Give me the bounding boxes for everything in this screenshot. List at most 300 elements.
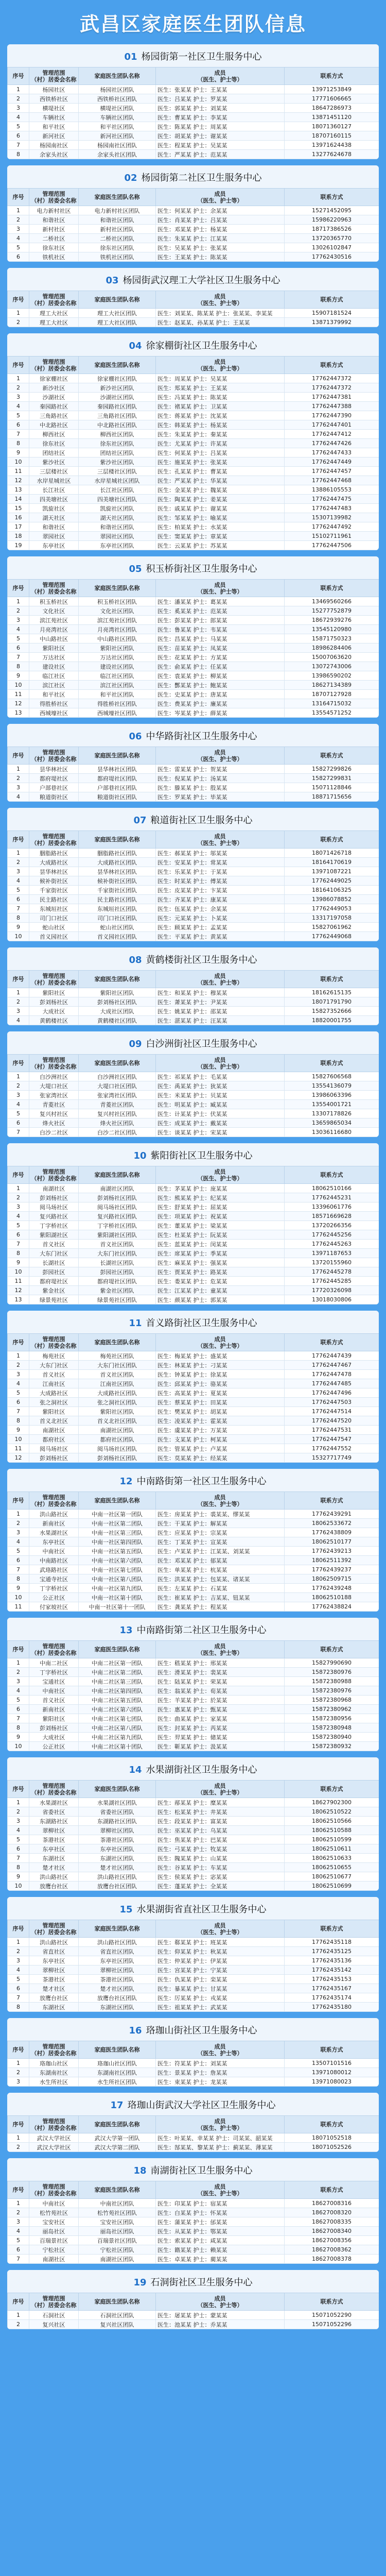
cell-members: 医生：花某某 护士：方某某	[156, 653, 285, 662]
cell-team: 楚才社区团队	[79, 1984, 156, 1993]
header-row	[8, 67, 379, 85]
cell-phone: 15071052290	[285, 2311, 379, 2320]
cell-phone: 17762449025	[285, 876, 379, 886]
section-number: 02	[124, 173, 137, 183]
cell-team: 青菱社区团队	[79, 1100, 156, 1109]
table-row	[8, 1128, 379, 1137]
table-row	[8, 215, 379, 225]
cell-phone: 13986063396	[285, 1091, 379, 1100]
cell-phone: 18062533672	[285, 1519, 379, 1528]
table-row	[8, 1854, 379, 1863]
cell-index: 6	[8, 1118, 29, 1128]
cell-team: 紫阳社区团队	[79, 643, 156, 653]
cell-area: 复兴路社区	[29, 1212, 79, 1221]
cell-index: 3	[8, 2077, 29, 2087]
cell-members: 医生：计某某 护士：伏某某	[156, 1109, 285, 1118]
cell-area: 复兴村社区	[29, 1109, 79, 1118]
cell-index: 8	[8, 1416, 29, 1426]
cell-area: 和谐社区	[29, 215, 79, 225]
cell-team: 户部巷社区团队	[79, 783, 156, 792]
cell-team: 翠园社区团队	[79, 532, 156, 541]
cell-team: 昙华林社区团队	[79, 867, 156, 876]
cell-team: 东亭社区团队	[79, 1844, 156, 1854]
header-members: 成员 （医生、护士等）	[156, 1055, 285, 1072]
team-table	[7, 1920, 379, 2012]
cell-index: 8	[8, 1863, 29, 1872]
table-row	[8, 1826, 379, 1835]
cell-team: 滨江苑社区团队	[79, 616, 156, 625]
cell-phone: 18062510655	[285, 1863, 379, 1872]
cell-team: 复兴社区团队	[79, 2320, 156, 2329]
cell-phone: 17762447492	[285, 522, 379, 532]
cell-index: 10	[8, 1435, 29, 1444]
section-name: 水果湖街社区卫生服务中心	[146, 1765, 257, 1775]
cell-members: 医生：胡某某 护士：谢某某	[156, 131, 285, 141]
cell-area: 公正社区	[29, 1742, 79, 1751]
table-row	[8, 1510, 379, 1519]
cell-team: 丁字桥社区团队	[79, 1221, 156, 1230]
cell-index: 18	[8, 532, 29, 541]
cell-members: 医生：平某某 护士：黄某某	[156, 932, 285, 941]
cell-index: 2	[8, 1081, 29, 1091]
cell-index: 4	[8, 876, 29, 886]
cell-index: 1	[8, 1351, 29, 1361]
cell-members: 医生：张某某 护士：王某某	[156, 85, 285, 94]
cell-team: 胭脂路社区团队	[79, 849, 156, 858]
cell-index: 19	[8, 541, 29, 550]
cell-team: 彭刘杨社区团队	[79, 1453, 156, 1463]
cell-members: 医生：封某某 护士：芮某某	[156, 1723, 285, 1733]
cell-members: 医生：侯某某 护士：宓某某	[156, 1872, 285, 1882]
cell-phone: 13469560266	[285, 597, 379, 606]
table-row	[8, 1574, 379, 1584]
table-body	[8, 1938, 379, 2012]
header-area: 管理范围 （村）居委会名称	[29, 1492, 79, 1510]
team-table	[7, 2115, 379, 2152]
cell-index: 5	[8, 243, 29, 252]
cell-index: 4	[8, 402, 29, 411]
cell-team: 首义社区团队	[79, 1240, 156, 1249]
cell-team: 紫阳湖社区团队	[79, 1230, 156, 1240]
cell-index: 13	[8, 708, 29, 718]
cell-team: 和谐社区团队	[79, 522, 156, 532]
cell-index: 2	[8, 997, 29, 1007]
cell-phone: 15872380968	[285, 1696, 379, 1705]
cell-members: 医生：应某某 护士：宗某某	[156, 1528, 285, 1537]
cell-index: 1	[8, 1510, 29, 1519]
table-body	[8, 85, 379, 159]
table-row	[8, 2003, 379, 2012]
cell-phone: 17762439213	[285, 1547, 379, 1556]
cell-phone: 13971080023	[285, 2077, 379, 2087]
table-row	[8, 867, 379, 876]
cell-index: 5	[8, 411, 29, 420]
table-row	[8, 988, 379, 997]
cell-members: 医生：娄某某 护士：危某某	[156, 1277, 285, 1286]
cell-area: 得胜桥社区	[29, 699, 79, 708]
cell-index: 5	[8, 634, 29, 643]
table-row	[8, 1956, 379, 1965]
cell-index: 8	[8, 913, 29, 923]
cell-members: 医生：肖某某 护士：吕某某	[156, 215, 285, 225]
header-members: 成员 （医生、护士等）	[156, 291, 285, 309]
cell-phone: 18062509715	[285, 1574, 379, 1584]
cell-area: 洪山路社区	[29, 1872, 79, 1882]
cell-area: 翠柳社区	[29, 1965, 79, 1975]
cell-index: 6	[8, 895, 29, 904]
cell-phone: 17762447426	[285, 439, 379, 448]
cell-index: 3	[8, 1817, 29, 1826]
cell-team: 临江社区团队	[79, 671, 156, 681]
table-row	[8, 616, 379, 625]
cell-area: 临江社区	[29, 671, 79, 681]
cell-team: 和平社区团队	[79, 690, 156, 699]
cell-index: 5	[8, 1109, 29, 1118]
cell-phone: 17762447457	[285, 467, 379, 476]
cell-area: 紫阳湖社区	[29, 1230, 79, 1240]
cell-team: 徐东社区团队	[79, 439, 156, 448]
cell-index: 11	[8, 1277, 29, 1286]
table-body	[8, 1510, 379, 1612]
cell-index: 1	[8, 849, 29, 858]
cell-phone: 15271452095	[285, 206, 379, 215]
table-row	[8, 876, 379, 886]
table-row	[8, 1221, 379, 1230]
cell-members: 医生：窦某某 护士：章某某	[156, 532, 285, 541]
team-table	[7, 1333, 379, 1463]
cell-area: 新沙社区	[29, 383, 79, 393]
cell-members: 医生：干某某 护士：解某某	[156, 1519, 285, 1528]
section-name: 珞珈山街武汉大学社区卫生服务中心	[127, 2100, 276, 2111]
table-row	[8, 1686, 379, 1696]
cell-team: 中南一社区第二团队	[79, 1519, 156, 1528]
cell-index: 3	[8, 616, 29, 625]
cell-index: 2	[8, 2320, 29, 2329]
header-area: 管理范围 （村）居委会名称	[29, 2293, 79, 2311]
team-table	[7, 2041, 379, 2087]
header-row	[8, 189, 379, 206]
table-row	[8, 1379, 379, 1388]
table-row	[8, 1118, 379, 1128]
team-table	[7, 2181, 379, 2264]
cell-area: 宝通社区	[29, 1677, 79, 1686]
cell-members: 医生：高某某 护士：夏某某	[156, 1388, 285, 1398]
cell-team: 东城垣社区团队	[79, 904, 156, 913]
section-number: 16	[129, 2025, 142, 2036]
header-phone: 联系方式	[285, 747, 379, 765]
table-row	[8, 252, 379, 262]
cell-area: 大成社区	[29, 1007, 79, 1016]
cell-team: 和谐社区团队	[79, 215, 156, 225]
cell-members: 医生：酆某某 护士：鲍某某	[156, 681, 285, 690]
cell-members: 医生：谈某某 护士：宋某某	[156, 1128, 285, 1137]
cell-index: 2	[8, 215, 29, 225]
header-members: 成员 （医生、护士等）	[156, 1166, 285, 1184]
section-name: 积玉桥街社区卫生服务中心	[146, 564, 257, 574]
cell-index: 3	[8, 1007, 29, 1016]
cell-members: 医生：奚某某 护士：范某某	[156, 606, 285, 616]
cell-team: 理工大社区团队	[79, 318, 156, 327]
cell-members: 医生：何某某 护士：余某某	[156, 206, 285, 215]
cell-team: 白沙二社区团队	[79, 1128, 156, 1137]
cell-members: 医生：龚某某 护士：程某某	[156, 1602, 285, 1612]
cell-members: 医生：凌某某 护士：霍某某	[156, 1416, 285, 1426]
cell-team: 凯旋社区团队	[79, 504, 156, 513]
cell-index: 6	[8, 1230, 29, 1240]
cell-phone: 17762447496	[285, 1388, 379, 1398]
cell-members: 医生：冯某某 护士：陈某某	[156, 393, 285, 402]
section-number: 01	[124, 52, 137, 62]
cell-phone: 18647286973	[285, 104, 379, 113]
header-row	[8, 2116, 379, 2133]
cell-phone: 17762447506	[285, 541, 379, 550]
cell-phone: 17762447401	[285, 420, 379, 430]
cell-index: 5	[8, 1696, 29, 1705]
header-area: 管理范围 （村）居委会名称	[29, 2116, 79, 2133]
table-header	[8, 1781, 379, 1798]
cell-team: 东亭社区团队	[79, 541, 156, 550]
cell-area: 东湖社区	[29, 1854, 79, 1863]
cell-area: 南湖社区	[29, 1184, 79, 1193]
table-row	[8, 662, 379, 671]
cell-index: 1	[8, 1798, 29, 1807]
table-row	[8, 765, 379, 774]
cell-area: 长湖社区	[29, 1258, 79, 1267]
cell-team: 宝安社区团队	[79, 2217, 156, 2227]
table-row	[8, 1193, 379, 1202]
cell-area: 车辆社区	[29, 113, 79, 122]
cell-area: 粮道街社区	[29, 792, 79, 802]
table-row	[8, 886, 379, 895]
cell-index: 10	[8, 1593, 29, 1602]
cell-members: 医生：彭某某 护士：郎某某	[156, 616, 285, 625]
cell-members: 医生：仇某某 护士：栾某某	[156, 1975, 285, 1984]
header-phone: 联系方式	[285, 2116, 379, 2133]
table-row	[8, 708, 379, 718]
cell-members: 医生：史某某 护士：唐某某	[156, 690, 285, 699]
section-number: 10	[133, 1150, 147, 1161]
cell-area: 余家头社区	[29, 150, 79, 159]
cell-phone: 17762447381	[285, 393, 379, 402]
cell-phone: 18071426718	[285, 849, 379, 858]
cell-area: 武汉大学社区	[29, 2143, 79, 2152]
cell-area: 都府堤社区	[29, 774, 79, 783]
header-row	[8, 971, 379, 988]
section-card	[7, 44, 379, 159]
header-team: 家庭医生团队名称	[79, 2293, 156, 2311]
cell-index: 3	[8, 104, 29, 113]
header-members: 成员 （医生、护士等）	[156, 67, 285, 85]
table-row	[8, 904, 379, 913]
table-row	[8, 1361, 379, 1370]
cell-team: 电力新村社区团队	[79, 206, 156, 215]
table-row	[8, 1975, 379, 1984]
cell-area: 中山路社区	[29, 634, 79, 643]
table-row	[8, 913, 379, 923]
cell-team: 司门口社区团队	[79, 913, 156, 923]
cell-members: 医生：杜某某 护士：阮某某	[156, 1230, 285, 1240]
cell-index: 4	[8, 625, 29, 634]
cell-area: 户部巷社区	[29, 783, 79, 792]
cell-area: 阅马场社区	[29, 1444, 79, 1453]
cell-phone: 17762447372	[285, 383, 379, 393]
table-row	[8, 1714, 379, 1723]
cell-index: 9	[8, 1733, 29, 1742]
table-row	[8, 2320, 379, 2329]
cell-phone: 18062510599	[285, 1835, 379, 1844]
cell-phone: 18164170619	[285, 858, 379, 867]
cell-members: 医生：景某某 护士：詹某某	[156, 2068, 285, 2077]
cell-members: 医生：祖某某 护士：武某某	[156, 2003, 285, 2012]
table-header	[8, 831, 379, 849]
cell-phone: 13659865034	[285, 1118, 379, 1128]
cell-index: 3	[8, 1956, 29, 1965]
cell-index: 1	[8, 1072, 29, 1081]
cell-area: 凯旋社区	[29, 504, 79, 513]
header-row	[8, 1492, 379, 1510]
section-name: 黄鹤楼街社区卫生服务中心	[146, 955, 257, 965]
cell-phone: 18627134389	[285, 681, 379, 690]
cell-team: 二桥社区团队	[79, 234, 156, 243]
cell-team: 中山路社区团队	[79, 634, 156, 643]
cell-area: 徐东社区	[29, 439, 79, 448]
header-index: 序号	[8, 971, 29, 988]
cell-team: 东湖社区团队	[79, 2003, 156, 2012]
team-table	[7, 1054, 379, 1137]
cell-index: 8	[8, 1574, 29, 1584]
cell-team: 中南二社区第三团队	[79, 1677, 156, 1686]
cell-index: 2	[8, 2208, 29, 2217]
cell-team: 蛇山社区团队	[79, 923, 156, 932]
header-team: 家庭医生团队名称	[79, 747, 156, 765]
cell-index: 5	[8, 1547, 29, 1556]
cell-members: 医生：王某某 护士：陈某某	[156, 252, 285, 262]
cell-index: 1	[8, 988, 29, 997]
cell-members: 医生：崔某某 护士：吉某某、钮某某	[156, 1593, 285, 1602]
table-row	[8, 1091, 379, 1100]
cell-members: 医生：昌某某 护士：马某某	[156, 634, 285, 643]
table-row	[8, 495, 379, 504]
cell-area: 都府堤社区	[29, 1277, 79, 1286]
table-row	[8, 1277, 379, 1286]
cell-team: 洪山路社区团队	[79, 1872, 156, 1882]
cell-index: 8	[8, 150, 29, 159]
cell-area: 团结社区	[29, 448, 79, 457]
cell-index: 1	[8, 374, 29, 383]
table-row	[8, 1295, 379, 1304]
table-row	[8, 895, 379, 904]
cell-members: 医生：邓某某 护士：杨某某	[156, 225, 285, 234]
cell-phone: 13871379992	[285, 318, 379, 327]
cell-team: 三层楼社区团队	[79, 467, 156, 476]
header-row	[8, 2181, 379, 2199]
cell-members: 医生：翁某某 护士：荀某某	[156, 1686, 285, 1696]
section-number: 06	[129, 731, 142, 742]
section-name: 徐家棚街社区卫生服务中心	[146, 341, 257, 351]
table-row	[8, 1723, 379, 1733]
cell-team: 紫金社区团队	[79, 1286, 156, 1295]
cell-area: 中南社区	[29, 1547, 79, 1556]
header-team: 家庭医生团队名称	[79, 189, 156, 206]
cell-area: 梅苑社区	[29, 1351, 79, 1361]
header-area: 管理范围 （村）居委会名称	[29, 357, 79, 374]
section-number: 03	[106, 275, 119, 286]
section-title	[7, 1618, 379, 1640]
cell-phone: 18062511392	[285, 1556, 379, 1565]
cell-index: 10	[8, 681, 29, 690]
cell-phone: 15827990690	[285, 1658, 379, 1668]
cell-members: 医生：朱某某 护士：秦某某	[156, 430, 285, 439]
cell-phone: 18062510177	[285, 1537, 379, 1547]
cell-area: 新南社区	[29, 1519, 79, 1528]
cell-members: 医生：湛某某 护士：汪某某	[156, 1016, 285, 1025]
table-row	[8, 2236, 379, 2245]
team-table	[7, 831, 379, 941]
cell-team: 东湖路社区团队	[79, 1817, 156, 1826]
cell-team: 彭园社区团队	[79, 1267, 156, 1277]
cell-members: 医生：白某某 护士：怀某某	[156, 2208, 285, 2217]
table-row	[8, 113, 379, 122]
cell-team: 烽火社区团队	[79, 1118, 156, 1128]
cell-team: 杨园社区团队	[79, 85, 156, 94]
table-row	[8, 94, 379, 104]
cell-team: 楚才社区团队	[79, 1863, 156, 1872]
section-card	[7, 1311, 379, 1463]
cell-phone: 13036116680	[285, 1128, 379, 1137]
cell-phone: 18062510588	[285, 1826, 379, 1835]
cell-members: 医生：洪某某 护士：包某某、诸某某	[156, 1574, 285, 1584]
cell-members: 医生：郑某某 护士：王某某	[156, 383, 285, 393]
cell-members: 医生：吕某某 护士：罗某某	[156, 94, 285, 104]
cell-area: 积玉桥社区	[29, 597, 79, 606]
table-header	[8, 2116, 379, 2133]
table-row	[8, 374, 379, 383]
cell-area: 彭刘杨社区	[29, 1453, 79, 1463]
header-team: 家庭医生团队名称	[79, 357, 156, 374]
cell-team: 柳西社区团队	[79, 430, 156, 439]
table-row	[8, 1249, 379, 1258]
cell-index: 1	[8, 597, 29, 606]
table-row	[8, 467, 379, 476]
cell-members: 医生：郜某某、黎某某 护士：蓟某某、薄某某	[156, 2143, 285, 2152]
cell-index: 1	[8, 765, 29, 774]
cell-index: 4	[8, 1537, 29, 1547]
table-row	[8, 792, 379, 802]
cell-members: 医生：邴某某 护士：糜某某	[156, 1798, 285, 1807]
cell-members: 医生：单某某 护士：杭某某	[156, 1565, 285, 1574]
cell-area: 司门口社区	[29, 913, 79, 923]
table-row	[8, 513, 379, 522]
cell-index: 7	[8, 1993, 29, 2003]
cell-area: 紫阳社区	[29, 988, 79, 997]
table-row	[8, 1817, 379, 1826]
cell-index: 5	[8, 886, 29, 895]
cell-members: 医生：仰某某 护士：秋某某	[156, 1947, 285, 1956]
cell-area: 千家街社区	[29, 886, 79, 895]
cell-team: 团结社区团队	[79, 448, 156, 457]
table-row	[8, 1696, 379, 1705]
header-row	[8, 747, 379, 765]
table-row	[8, 1416, 379, 1426]
cell-phone: 17762439237	[285, 1565, 379, 1574]
cell-phone: 18627008340	[285, 2227, 379, 2236]
cell-area: 文化社区	[29, 606, 79, 616]
cell-team: 都府堤社区团队	[79, 774, 156, 783]
cell-phone: 17762445256	[285, 1230, 379, 1240]
section-name: 首义路街社区卫生服务中心	[146, 1318, 257, 1329]
cell-area: 丽岛社区	[29, 2227, 79, 2236]
table-row	[8, 411, 379, 420]
